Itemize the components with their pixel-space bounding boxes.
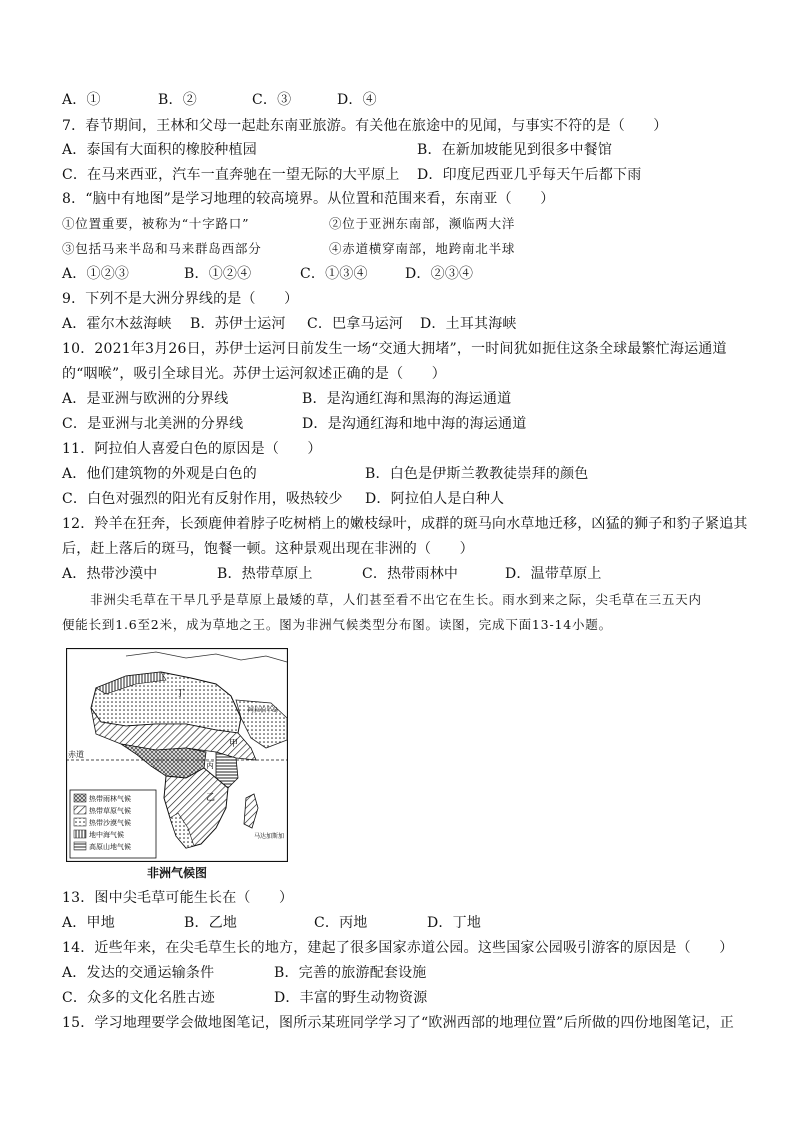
q13-stem: 13．图中尖毛草可能生长在（ ） [62,890,294,906]
q8-stem: 8．“脑中有地图”是学习地理的较高境界。从位置和范围来看，东南亚（ ） [62,191,555,207]
q12-stem-line2: 后，赶上落后的斑马，饱餐一顿。这种景观出现在非洲的（ ） [62,541,474,557]
q15-stem: 15．学习地理要学会做地图笔记，图所示某班同学学习了“欧洲西部的地理位置”后所做的四份地图笔记，正 [62,1015,734,1031]
q10-stem-line1: 10．2021年3月26日，苏伊士运河日前发生一场“交通大拥堵”，一时间犹如扼住这条全球最繁忙海运通道 [62,341,727,357]
passage-line2: 便能长到1.6至2米，成为草地之王。图为非洲气候类型分布图。读图，完成下面13-14小题。 [62,617,612,632]
q13-option-c: C．丙地 [314,915,368,931]
q14-option-d: D．丰富的野生动物资源 [274,990,428,1006]
q6-option-d: D．④ [337,92,377,108]
q11-option-d: D．阿拉伯人是白种人 [365,491,505,507]
q10-stem-line2: 的“咽喉”，吸引全球目光。苏伊士运河叙述正确的是（ ） [62,366,446,382]
q10-option-a: A．是亚洲与欧洲的分界线 [62,391,229,407]
q10-option-b: B．是沟通红海和黑海的海运通道 [302,391,512,407]
map-legend [70,790,156,858]
q8-item-3: ③包括马来半岛和马来群岛西部分 [62,241,262,256]
passage-line1: 非洲尖毛草在干旱几乎是草原上最矮的草，人们甚至看不出它在生长。雨水到来之际，尖毛草在三五天内 [90,592,702,607]
label-arabian-peninsula: 阿拉伯半岛 [248,707,279,714]
label-ding: 丁 [176,689,186,699]
q8-option-b: B．①②④ [184,266,252,282]
q6-option-a: A．① [62,92,101,108]
legend-swatch-rainforest [74,794,86,802]
q11-option-c: C．白色对强烈的阳光有反射作用，吸热较少 [62,491,343,507]
q9-option-b: B．苏伊士运河 [190,316,286,332]
legend-swatch-desert [74,818,86,826]
q6-option-b: B．② [158,92,197,108]
q9-option-c: C．巴拿马运河 [307,316,404,332]
q8-option-d: D．②③④ [405,266,474,282]
q9-option-d: D．土耳其海峡 [420,316,517,332]
africa-climate-map [66,648,288,862]
label-bing: 丙 [206,761,214,770]
q6-option-c: C．③ [252,92,292,108]
q8-item-1: ①位置重要，被称为“十字路口” [62,216,250,231]
map-caption: 非洲气候图 [146,866,207,880]
q7-option-c: C．在马来西亚，汽车一直奔驰在一望无际的大平原上 [62,167,400,183]
q13-option-b: B．乙地 [184,915,238,931]
q10-option-d: D．是沟通红海和地中海的海运通道 [302,416,527,432]
q11-option-a: A．他们建筑物的外观是白色的 [62,466,257,482]
q8-option-c: C．①③④ [300,266,368,282]
q7-option-a: A．泰国有大面积的橡胶种植园 [62,142,257,158]
legend-swatch-savanna [74,806,86,814]
equator-label: 赤道 [68,750,84,759]
legend-desert: 热带沙漠气候 [89,819,131,827]
q14-option-a: A．发达的交通运输条件 [62,965,215,981]
q12-option-d: D．温带草原上 [505,566,602,582]
q13-option-a: A．甲地 [62,915,115,931]
q9-stem: 9．下列不是大洲分界线的是（ ） [62,291,299,307]
label-jia: 甲 [229,739,239,749]
legend-highland: 高原山地气候 [89,843,131,851]
q12-option-c: C．热带雨林中 [362,566,459,582]
q8-option-a: A．①②③ [62,266,130,282]
q14-option-c: C．众多的文化名胜古迹 [62,990,215,1006]
q13-option-d: D．丁地 [427,915,482,931]
legend-mediterranean: 地中海气候 [89,831,124,839]
q7-stem: 7．春节期间，王林和父母一起赴东南亚旅游。有关他在旅途中的见闻，与事实不符的是（ ） [62,118,668,134]
q12-stem-line1: 12．羚羊在狂奔，长颈鹿伸着脖子吃树梢上的嫩枝绿叶，成群的斑马向水草地迁移，凶猛的狮子和豹子紧追其 [62,516,748,532]
label-madagascar: 马达加斯加 [254,833,285,840]
label-yi: 乙 [206,793,216,803]
q12-option-a: A．热带沙漠中 [62,566,158,582]
legend-savanna: 热带草原气候 [89,807,131,815]
q7-option-d: D．印度尼西亚几乎每天午后都下雨 [417,167,642,183]
q12-option-b: B．热带草原上 [217,566,313,582]
q14-option-b: B．完善的旅游配套设施 [274,965,427,981]
q10-option-c: C．是亚洲与北美洲的分界线 [62,416,244,432]
legend-swatch-highland [74,842,86,850]
legend-rainforest: 热带雨林气候 [89,795,131,803]
q8-item-4: ④赤道横穿南部，地跨南北半球 [329,241,516,256]
legend-swatch-mediterranean [74,830,86,838]
q7-option-b: B．在新加坡能见到很多中餐馆 [417,142,613,158]
q8-item-2: ②位于亚洲东南部，濒临两大洋 [329,216,516,231]
q11-option-b: B．白色是伊斯兰教教徒崇拜的颜色 [365,466,589,482]
q9-option-a: A．霍尔木兹海峡 [62,316,172,332]
q11-stem: 11．阿拉伯人喜爱白色的原因是（ ） [62,441,322,457]
q14-stem: 14．近些年来，在尖毛草生长的地方，建起了很多国家赤道公园。这些国家公园吸引游客的原因是（ ） [62,940,734,956]
